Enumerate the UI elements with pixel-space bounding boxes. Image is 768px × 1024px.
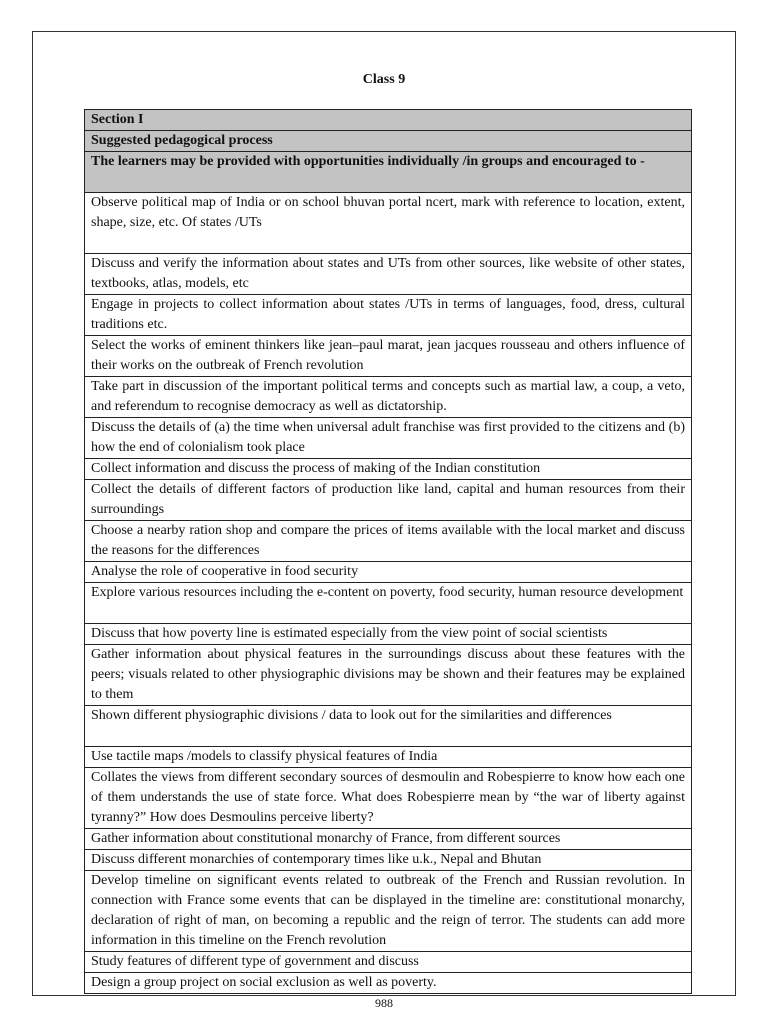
list-item: Gather information about constitutional monarchy of France, from different sources (85, 829, 692, 850)
list-item: Shown different physiographic divisions / data to look out for the similarities and differences (85, 706, 692, 747)
list-item: Explore various resources including the e-content on poverty, food security, human resource development (85, 583, 692, 624)
table-row (85, 459, 692, 480)
table-row (85, 336, 692, 377)
list-item: Collect the details of different factors of production like land, capital and human resources from their surroundings (85, 480, 692, 521)
table-row (85, 521, 692, 562)
section-header: Section I (85, 110, 692, 131)
table-row (85, 254, 692, 295)
table-row (85, 131, 692, 152)
list-item: Collates the views from different secondary sources of desmoulin and Robespierre to know how each one of them understands the use of state force. What does Robespierre mean by “the war of liberty against tyranny?” How does Desmoulins perceive liberty? (85, 768, 692, 829)
list-item: Design a group project on social exclusion as well as poverty. (85, 973, 692, 994)
table-row (85, 418, 692, 459)
table-row (85, 645, 692, 706)
list-item: Analyse the role of cooperative in food security (85, 562, 692, 583)
list-item: Engage in projects to collect information about states /UTs in terms of languages, food, dress, cultural traditions etc. (85, 295, 692, 336)
table-heading: Suggested pedagogical process (85, 131, 692, 152)
list-item: Discuss the details of (a) the time when universal adult franchise was first provided to the citizens and (b) how the end of colonialism took place (85, 418, 692, 459)
table-row (85, 706, 692, 747)
table-row (85, 871, 692, 952)
table-row (85, 152, 692, 193)
list-item: Discuss different monarchies of contemporary times like u.k., Nepal and Bhutan (85, 850, 692, 871)
table-row (85, 377, 692, 418)
list-item: Discuss that how poverty line is estimated especially from the view point of social scientists (85, 624, 692, 645)
list-item: Use tactile maps /models to classify physical features of India (85, 747, 692, 768)
list-item: Study features of different type of government and discuss (85, 952, 692, 973)
table-row (85, 562, 692, 583)
table-row (85, 624, 692, 645)
page-number: 988 (375, 996, 393, 1010)
page-title: Class 9 (362, 72, 406, 87)
table-row (85, 193, 692, 254)
list-item: Observe political map of India or on school bhuvan portal ncert, mark with reference to location, extent, shape, size, etc. Of states /UTs (85, 193, 692, 254)
table-row (85, 480, 692, 521)
list-item: Collect information and discuss the process of making of the Indian constitution (85, 459, 692, 480)
table-row (85, 110, 692, 131)
list-item: Take part in discussion of the important political terms and concepts such as martial law, a coup, a veto, and referendum to recognise democracy as well as dictatorship. (85, 377, 692, 418)
intro-text: The learners may be provided with opportunities individually /in groups and encouraged to - (85, 152, 692, 193)
table-row (85, 295, 692, 336)
list-item: Choose a nearby ration shop and compare the prices of items available with the local market and discuss the reasons for the differences (85, 521, 692, 562)
table-row (85, 583, 692, 624)
list-item: Discuss and verify the information about states and UTs from other sources, like website of other states, textbooks, atlas, models, etc (85, 254, 692, 295)
table-row (85, 973, 692, 994)
list-item: Gather information about physical features in the surroundings discuss about these features with the peers; visuals related to other physiographic divisions may be shown and their features may be explained to them (85, 645, 692, 706)
table-row (85, 850, 692, 871)
list-item: Select the works of eminent thinkers like jean–paul marat, jean jacques rousseau and others influence of their works on the outbreak of French revolution (85, 336, 692, 377)
table-row (85, 768, 692, 829)
list-item: Develop timeline on significant events related to outbreak of the French and Russian revolution. In connection with France some events that can be displayed in the timeline are: constitutional monarchy, declaration of right of man, on becoming a republic and the reign of terror. The students can add more information in this timeline on the French revolution (85, 871, 692, 952)
table-row (85, 952, 692, 973)
table-row (85, 747, 692, 768)
pedagogy-table (84, 109, 692, 994)
table-row (85, 829, 692, 850)
